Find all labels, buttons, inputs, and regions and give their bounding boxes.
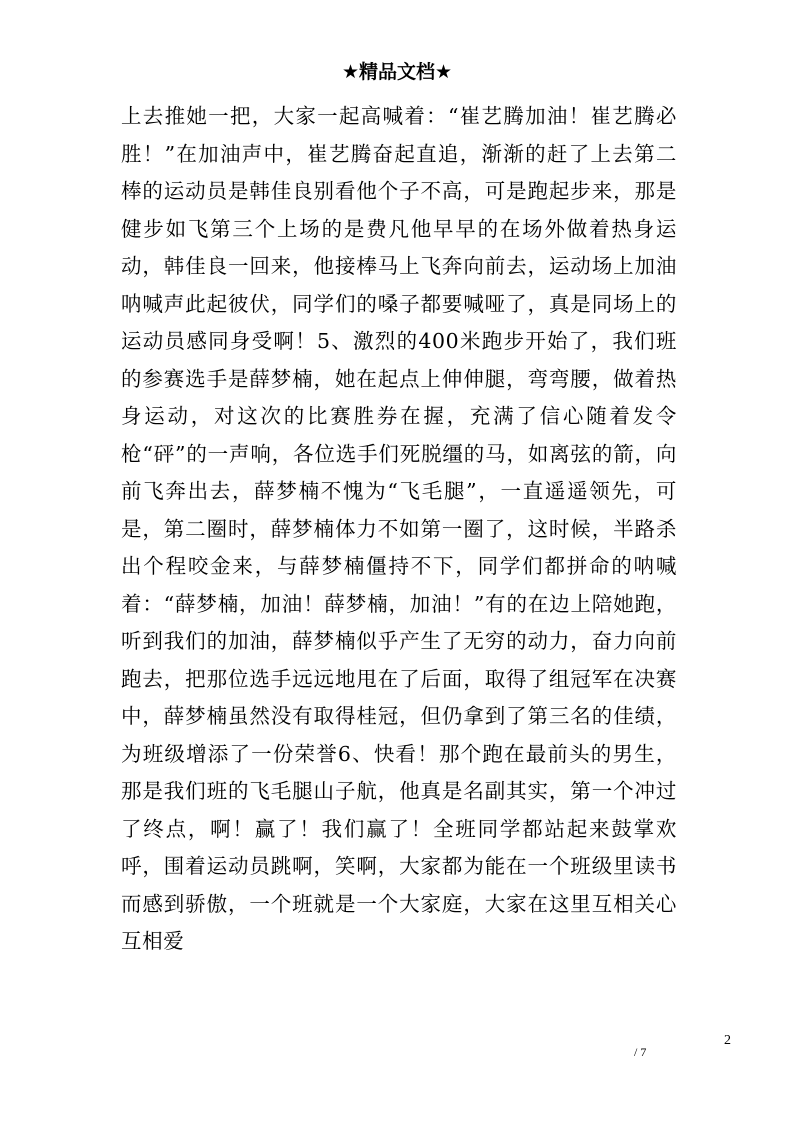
page-number: 2 [724, 1033, 731, 1048]
body-paragraph: 上去推她一把，大家一起高喊着：“崔艺腾加油！崔艺腾必胜！”在加油声中，崔艺腾奋起直追，渐渐的赶了上去第二棒的运动员是韩佳良别看他个子不高，可是跑起步来，那是健步如飞第三个上场的是费凡他早早的在场外做着热身运动，韩佳良一回来，他接棒马上飞奔向前去，运动场上加油呐喊声此起彼伏，同学们的嗓子都要喊哑了，真是同场上的运动员感同身受啊！5、激烈的400米跑步开始了，我们班的参赛选手是薛梦楠，她在起点上伸伸腿，弯弯腰，做着热身运动，对这次的比赛胜券在握，充满了信心随着发令枪“砰”的一声响，各位选手们死脱缰的马，如离弦的箭，向前飞奔出去，薛梦楠不愧为“飞毛腿”，一直遥遥领先，可是，第二圈时，薛梦楠体力不如第一圈了，这时候，半路杀出个程咬金来，与薛梦楠僵持不下，同学们都拼命的呐喊着：“薛梦楠，加油！薛梦楠，加油！”有的在边上陪她跑，听到我们的加油，薛梦楠似乎产生了无穷的动力，奋力向前跑去，把那位选手远远地甩在了后面，取得了组冠军在决赛中，薛梦楠虽然没有取得桂冠，但仍拿到了第三名的佳绩，为班级增添了一份荣誉6、快看！那个跑在最前头的男生，那是我们班的飞毛腿山子航，他真是名副其实，第一个冲过了终点，啊！赢了！我们赢了！全班同学都站起来鼓掌欢呼，围着运动员跳啊，笑啊，大家都为能在一个班级里读书而感到骄傲，一个班就是一个大家庭，大家在这里互相关心互相爱 [121, 104, 677, 953]
document-header-title: ★精品文档★ [341, 61, 453, 83]
page-total: / 7 [634, 1045, 647, 1059]
